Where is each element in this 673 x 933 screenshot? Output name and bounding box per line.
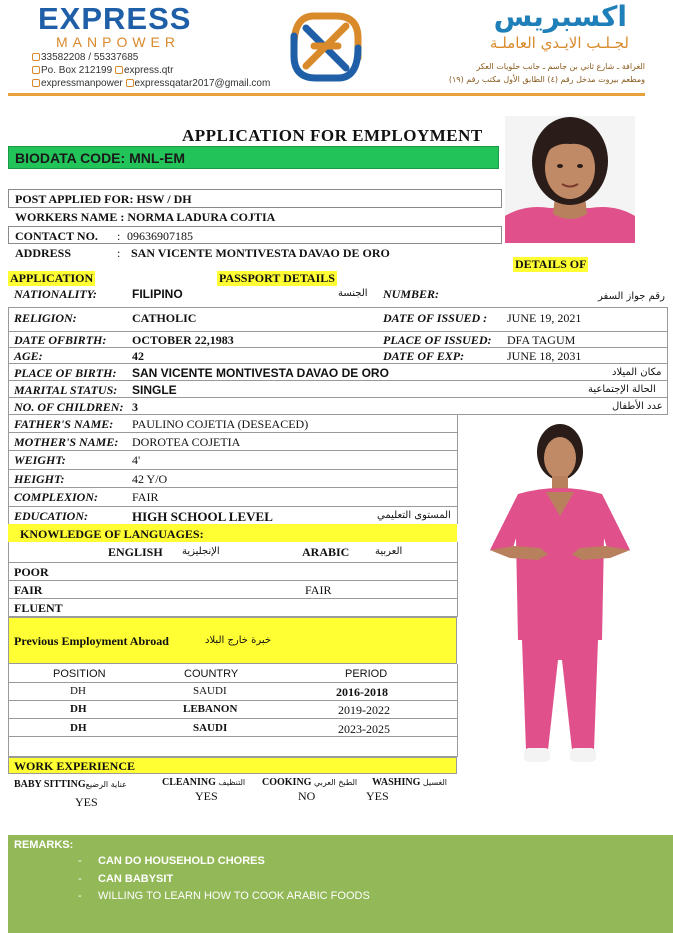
children-arabic: عدد الأطفال (612, 401, 663, 412)
place-issued-label: PLACE OF ISSUED: (383, 333, 492, 347)
place-issued-value: DFA TAGUM (507, 333, 576, 347)
table-rule (8, 414, 9, 524)
skill-babysitting-value: YES (75, 795, 98, 809)
company-logo-text: EXPRESS (38, 1, 192, 36)
facebook-icon (115, 66, 123, 74)
table-rule (8, 580, 458, 581)
nationality-value: FILIPINO (132, 287, 183, 301)
education-arabic: المستوى التعليمي (377, 510, 451, 521)
address-value: SAN VICENTE MONTIVESTA DAVAO DE ORO (131, 246, 390, 260)
contact-value: 09636907185 (127, 229, 193, 243)
table-rule (8, 542, 9, 616)
company-address-arabic-2: ومطعم بيروت مدخل رقم (٤) الطابق الأول مكتب رقم (١٩) (448, 75, 645, 84)
languages-header: KNOWLEDGE OF LANGUAGES: (20, 527, 204, 541)
father-value: PAULINO COJETIA (DESEACED) (132, 417, 309, 431)
table-rule (8, 700, 458, 701)
email-icon (126, 79, 134, 87)
header-divider (8, 93, 645, 96)
nationality-arabic: الجنسة (338, 288, 368, 299)
religion-value: CATHOLIC (132, 311, 197, 325)
lang-level: POOR (14, 565, 49, 579)
pob-value: SAN VICENTE MONTIVESTA DAVAO DE ORO (132, 366, 389, 380)
table-rule (8, 307, 668, 308)
date-issued-value: JUNE 19, 2021 (507, 311, 582, 325)
remark-item: - CAN BABYSIT (78, 873, 174, 885)
remarks-title: REMARKS: (14, 839, 74, 851)
remark-item: - WILLING TO LEARN HOW TO COOK ARABIC FOODS (78, 890, 370, 902)
biodata-code: BIODATA CODE: MNL-EM (15, 150, 186, 166)
english-label: ENGLISH (108, 545, 163, 559)
lang-level: FLUENT (14, 601, 63, 615)
previous-employment-arabic: خبرة خارج البلاد (205, 635, 272, 646)
portrait-photo (505, 116, 635, 243)
table-rule (8, 432, 458, 433)
employment-country: LEBANON (183, 703, 238, 715)
dob-label: DATE OFBIRTH: (14, 333, 107, 347)
table-rule (8, 331, 668, 332)
date-exp-label: DATE OF EXP: (383, 349, 465, 363)
table-rule (8, 598, 458, 599)
mailbox-icon (32, 66, 40, 74)
skill-cooking-value: NO (298, 789, 316, 803)
details-of-label: DETAILS OF (515, 257, 587, 271)
passport-details-label: PASSPORT DETAILS (219, 271, 335, 285)
table-rule (8, 664, 9, 756)
employment-period: 2023-2025 (338, 722, 390, 736)
passport-number-label: NUMBER: (383, 287, 440, 301)
phone-line: 33582208 / 55337685 (32, 52, 138, 64)
table-rule (8, 487, 458, 488)
skill-cooking-label: COOKING الطبخ العربي (262, 777, 358, 788)
skill-cleaning-value: YES (195, 789, 218, 803)
employment-period: 2016-2018 (336, 685, 388, 699)
pob-arabic: مكان الميلاد (612, 367, 662, 378)
religion-label: RELIGION: (14, 311, 77, 325)
table-rule (667, 307, 668, 414)
employment-period: 2019-2022 (338, 703, 390, 717)
previous-employment-header: Previous Employment Abroad (14, 634, 169, 648)
height-value: 42 Y/O (132, 472, 168, 486)
application-label: APPLICATION (10, 271, 94, 285)
table-rule (457, 414, 458, 524)
table-rule (8, 450, 458, 451)
lang-arabic-value: FAIR (305, 583, 332, 597)
mother-label: MOTHER'S NAME: (14, 435, 119, 449)
arabic-label: ARABIC (302, 545, 350, 559)
address-colon: : (117, 246, 121, 260)
table-rule (8, 307, 9, 414)
col-position-header: POSITION (53, 668, 106, 680)
lang-level: FAIR (14, 583, 43, 597)
marital-arabic: الحالة الإجتماعية (588, 384, 656, 395)
children-value: 3 (132, 400, 138, 414)
employment-country: SAUDI (193, 722, 228, 734)
skill-babysitting-label: BABY SITTINGعناية الرضيع (14, 779, 127, 790)
english-arabic: الإنجليزية (182, 546, 220, 557)
pob-label: PLACE OF BIRTH: (14, 366, 117, 380)
complexion-label: COMPLEXION: (14, 490, 99, 504)
date-exp-value: JUNE 18, 2031 (507, 349, 582, 363)
col-period-header: PERIOD (345, 668, 388, 680)
children-label: NO. OF CHILDREN: (14, 400, 124, 414)
phone-icon (32, 53, 40, 61)
arabic-arabic: العربية (375, 546, 403, 557)
education-value: HIGH SCHOOL LEVEL (132, 509, 273, 524)
full-body-photo (480, 420, 640, 772)
company-emblem-icon (284, 6, 368, 88)
employment-position: DH (70, 722, 87, 734)
table-rule (8, 562, 458, 563)
dob-value: OCTOBER 22,1983 (132, 333, 234, 347)
social-line: expressmanpower expressqatar2017@gmail.com (32, 78, 270, 90)
weight-value: 4' (132, 453, 141, 467)
table-rule (457, 664, 458, 756)
table-rule (8, 506, 458, 507)
father-label: FATHER'S NAME: (14, 417, 114, 431)
age-label: AGE: (14, 349, 43, 363)
employment-position: DH (70, 685, 86, 697)
biodata-code-bar (8, 146, 499, 169)
company-logo-subtitle: MANPOWER (56, 34, 180, 50)
age-value: 42 (132, 349, 144, 363)
employment-position: DH (70, 703, 87, 715)
contact-colon: : (117, 229, 121, 243)
contact-label: CONTACT NO. (15, 229, 98, 243)
company-address-arabic-1: الغرافة ـ شارع ثاني بن جاسم ـ جانب حلويات العكر (476, 62, 645, 71)
col-country-header: COUNTRY (184, 668, 239, 680)
weight-label: WEIGHT: (14, 453, 66, 467)
table-rule (8, 469, 458, 470)
work-experience-header: WORK EXPERIENCE (14, 759, 136, 773)
form-title: APPLICATION FOR EMPLOYMENT (182, 126, 483, 145)
passport-number-arabic: رقم جواز السفر (598, 291, 665, 302)
company-logo-arabic: اكسبريس (493, 0, 627, 33)
height-label: HEIGHT: (14, 472, 65, 486)
mother-value: DOROTEA COJETIA (132, 435, 241, 449)
table-rule (8, 736, 458, 737)
address-label: ADDRESS (15, 246, 72, 260)
post-applied: POST APPLIED FOR: HSW / DH (15, 192, 192, 206)
skill-washing-label: WASHING الغسيل (372, 777, 447, 788)
education-label: EDUCATION: (14, 509, 89, 523)
instagram-icon (32, 79, 40, 87)
skill-cleaning-label: CLEANING التنظيف (162, 777, 246, 788)
date-issued-label: DATE OF ISSUED : (383, 311, 488, 325)
complexion-value: FAIR (132, 490, 159, 504)
marital-value: SINGLE (132, 383, 177, 397)
employment-country: SAUDI (193, 685, 227, 697)
workers-name: WORKERS NAME : NORMA LADURA COJTIA (15, 210, 276, 224)
pobox-line: Po. Box 212199 express.qtr (32, 65, 173, 77)
table-rule (8, 682, 458, 683)
skill-washing-value: YES (366, 789, 389, 803)
table-rule (457, 542, 458, 616)
company-logo-arabic-subtitle: لجـلـب الايـدي العاملـة (489, 34, 629, 52)
table-rule (8, 718, 458, 719)
nationality-label: NATIONALITY: (14, 287, 97, 301)
marital-label: MARITAL STATUS: (14, 383, 118, 397)
remark-item: - CAN DO HOUSEHOLD CHORES (78, 855, 265, 867)
